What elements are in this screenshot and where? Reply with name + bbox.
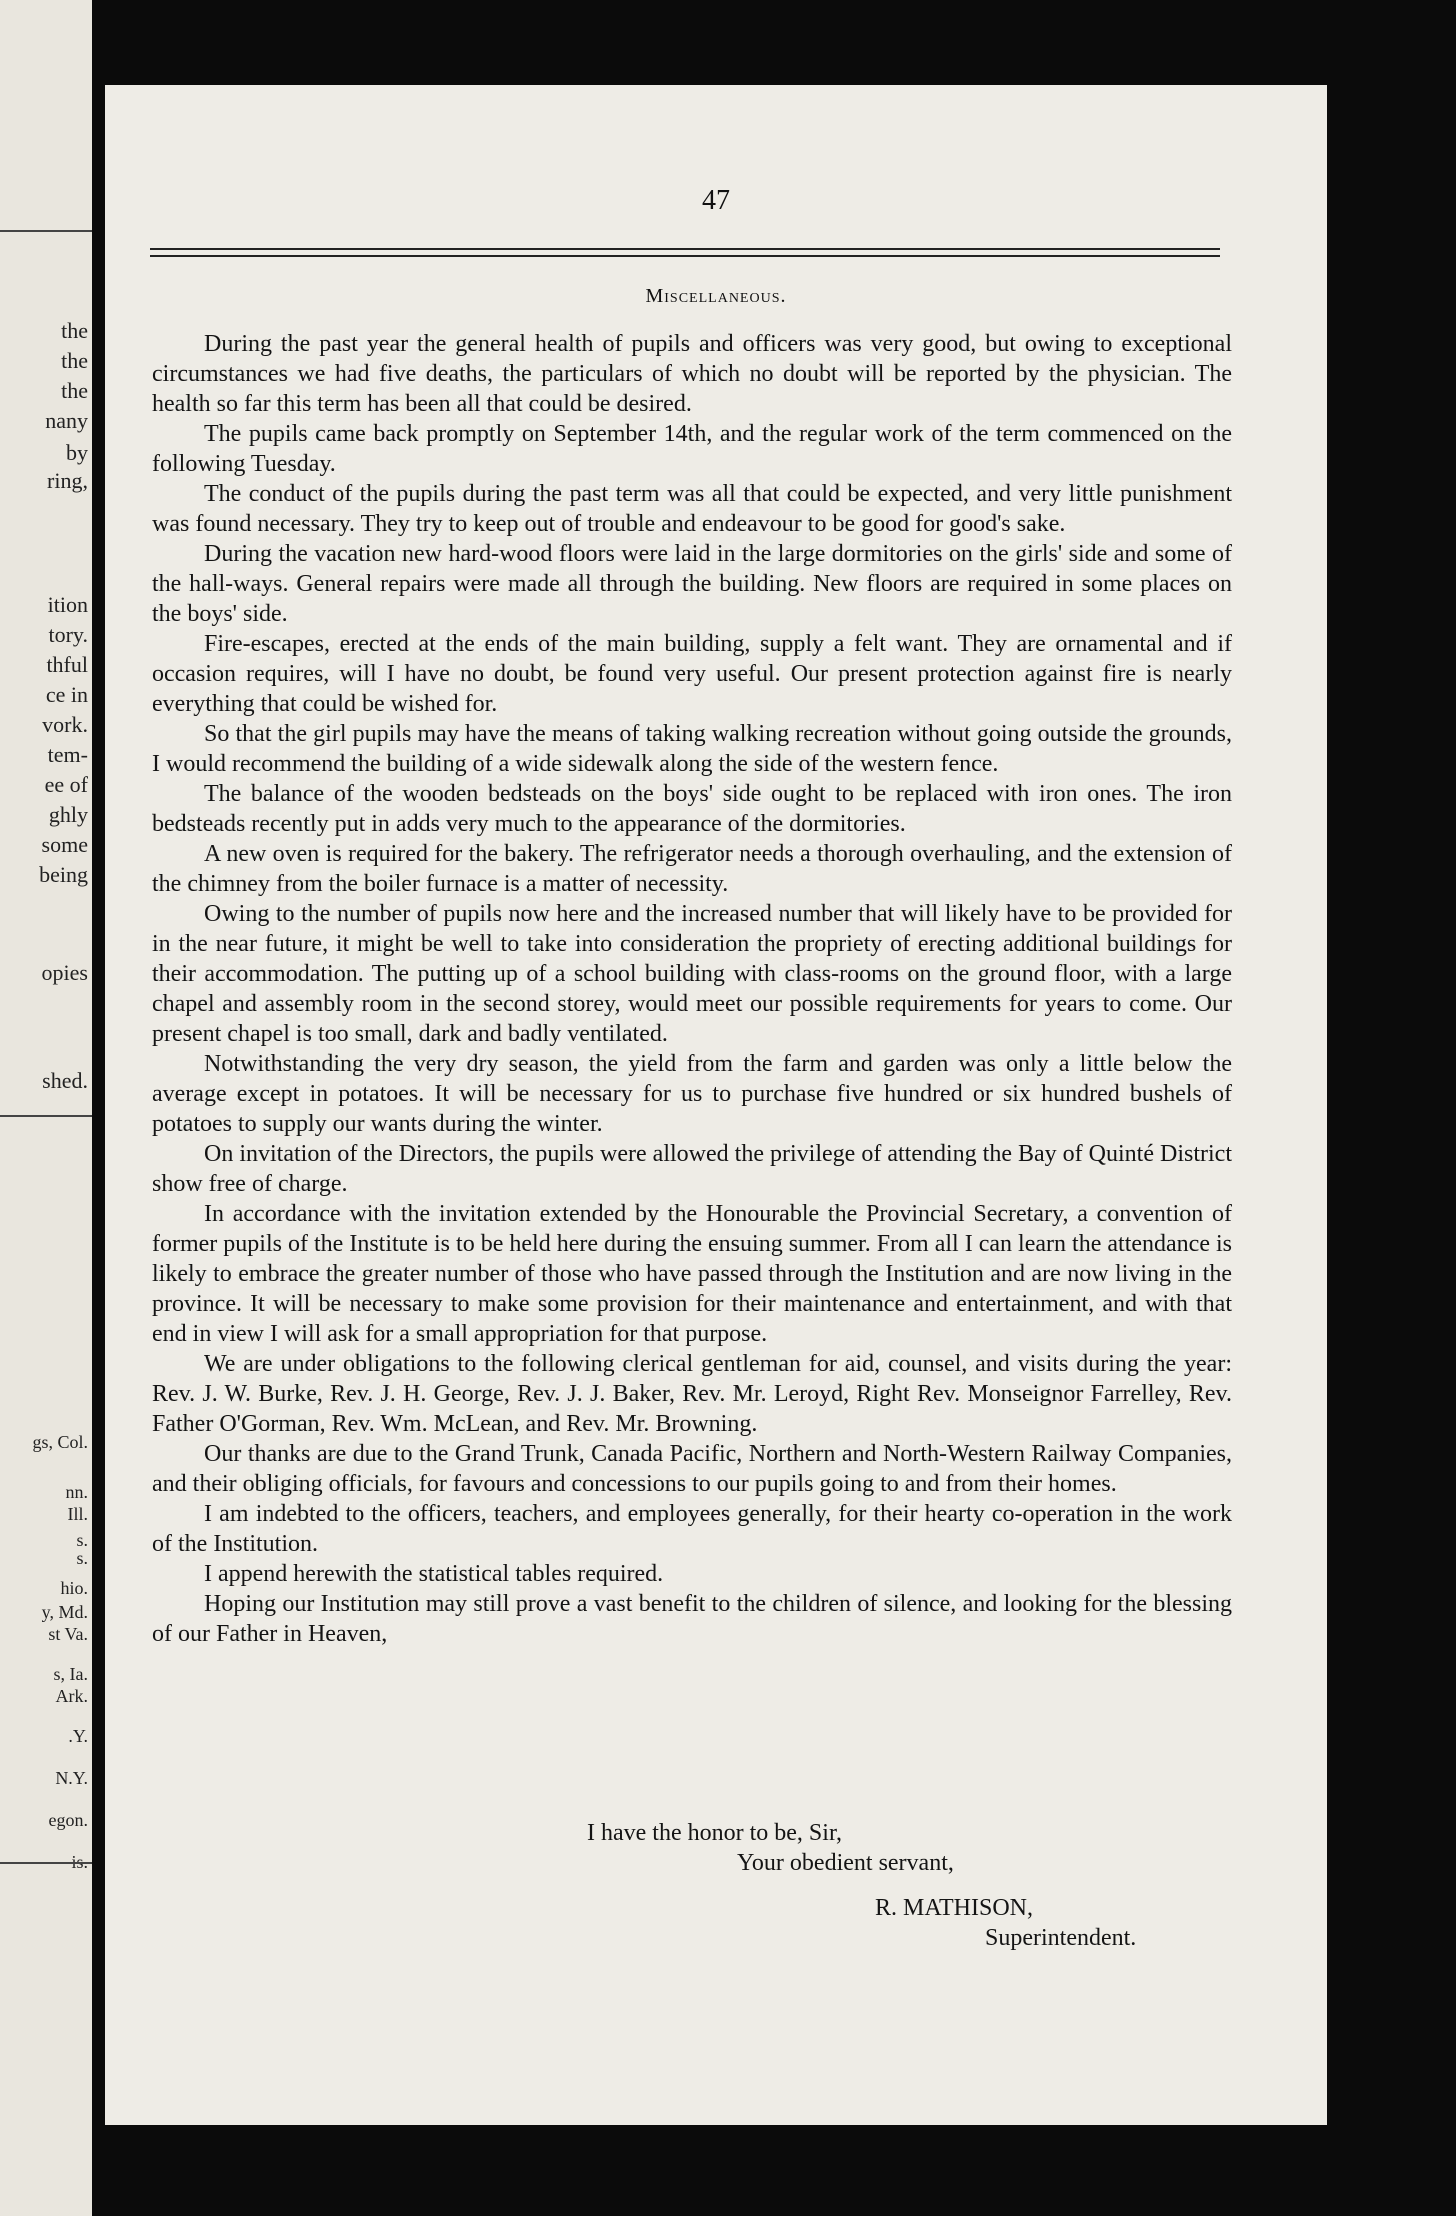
paragraph: I append herewith the statistical tables required. bbox=[204, 1561, 664, 1587]
fragment-text: the bbox=[61, 348, 88, 373]
fragment-text: vork. bbox=[42, 712, 88, 737]
closing-salutation: I have the honor to be, Sir, bbox=[587, 1820, 842, 1846]
fragment-text: s. bbox=[76, 1548, 88, 1568]
fragment-text: ee of bbox=[44, 772, 88, 797]
fragment-text: N.Y. bbox=[55, 1768, 88, 1788]
fragment-text: thful bbox=[46, 652, 88, 677]
fragment-text: st Va. bbox=[48, 1624, 88, 1644]
complimentary-close: Your obedient servant, bbox=[737, 1850, 954, 1876]
fragment-text: some bbox=[41, 832, 88, 857]
fragment-text: the bbox=[61, 378, 88, 403]
paragraph: In accordance with the invitation extended by the Honourable the Provincial Secretary, a convention of former pupils of the Institute is to be held here during the ensuing summer. From all I can learn the attendance is likely to embrace the greater number of those who have passed through the Institution and are now living in the province. It will be necessary to make some provision for their maintenance and entertainment, and with that end in view I will ask for a small appropriation for that purpose. bbox=[152, 1201, 1232, 1347]
fragment-text: hio. bbox=[60, 1578, 88, 1598]
paragraph: During the vacation new hard-wood floors were laid in the large dormitories on the girls' side and some of the hall-ways. General repairs were made all through the building. New floors are required in some places on the boys' side. bbox=[152, 541, 1232, 627]
fragment-text: s, Ia. bbox=[53, 1664, 88, 1684]
paragraph: Our thanks are due to the Grand Trunk, Canada Pacific, Northern and North-Western Railway Companies, and their obliging officials, for favours and concessions to our pupils going to and from their homes. bbox=[152, 1441, 1232, 1497]
paragraph: Notwithstanding the very dry season, the yield from the farm and garden was only a little below the average except in potatoes. It will be necessary for us to purchase five hundred or six hundred bushels of potatoes to supply our wants during the winter. bbox=[152, 1051, 1232, 1137]
paragraph: The pupils came back promptly on September 14th, and the regular work of the term commenced on the following Tuesday. bbox=[152, 421, 1232, 477]
fragment-text: opies bbox=[41, 960, 88, 985]
signature-title: Superintendent. bbox=[985, 1925, 1137, 1951]
signature-name: R. MATHISON, bbox=[875, 1895, 1034, 1921]
fragment-text: tem- bbox=[47, 742, 88, 767]
previous-page-fragment bbox=[0, 0, 92, 2216]
fragment-text: ce in bbox=[45, 682, 88, 707]
fragment-text: by bbox=[66, 440, 88, 465]
header-rule bbox=[150, 248, 1220, 250]
fragment-text: gs, Col. bbox=[32, 1432, 88, 1452]
paragraph: Fire-escapes, erected at the ends of the main building, supply a felt want. They are ornamental and if occasion requires, will I have no doubt, be found very useful. Our present protection against fire is nearly everything that could be wished for. bbox=[152, 631, 1232, 717]
paragraph: During the past year the general health of pupils and officers was very good, but owing to exceptional circumstances we had five deaths, the particulars of which no doubt will be reported by the physician. The health so far this term has been all that could be desired. bbox=[152, 331, 1232, 417]
fragment-text: shed. bbox=[42, 1068, 88, 1093]
document-page bbox=[105, 85, 1327, 2125]
fragment-text: .Y. bbox=[68, 1726, 88, 1746]
section-title: Miscellaneous. bbox=[645, 285, 787, 307]
fragment-text: Ill. bbox=[67, 1504, 88, 1524]
paragraph: Hoping our Institution may still prove a vast benefit to the children of silence, and looking for the blessing of our Father in Heaven, bbox=[152, 1591, 1232, 1647]
fragment-text: ition bbox=[47, 592, 88, 617]
report-body bbox=[152, 329, 1232, 1649]
paragraph: A new oven is required for the bakery. The refrigerator needs a thorough overhauling, and the extension of the chimney from the boiler furnace is a matter of necessity. bbox=[152, 841, 1232, 897]
fragment-text: y, Md. bbox=[41, 1602, 88, 1622]
page-number: 47 bbox=[702, 185, 730, 216]
fragment-text: is. bbox=[71, 1852, 88, 1872]
fragment-text: the bbox=[61, 318, 88, 343]
scan-border bbox=[1327, 0, 1456, 2216]
paragraph: We are under obligations to the following clerical gentleman for aid, counsel, and visits during the year: Rev. J. W. Burke, Rev. J. H. George, Rev. J. J. Baker, Rev. Mr. Leroyd, Right Rev. Monseignor Farrelley, Rev. Father O'Gorman, Rev. Wm. McLean, and Rev. Mr. Browning. bbox=[152, 1351, 1232, 1437]
fragment-text: ring, bbox=[47, 468, 88, 493]
fragment-text: nany bbox=[45, 408, 88, 433]
fragment-text: nn. bbox=[65, 1482, 88, 1502]
header-rule-2 bbox=[150, 255, 1220, 257]
fragment-text: being bbox=[39, 862, 88, 887]
paragraph: The conduct of the pupils during the past term was all that could be expected, and very little punishment was found necessary. They try to keep out of trouble and endeavour to be good for good's sake. bbox=[152, 481, 1232, 537]
fragment-text: egon. bbox=[48, 1810, 88, 1830]
fragment-text: tory. bbox=[48, 622, 88, 647]
fragment-text: Ark. bbox=[55, 1686, 88, 1706]
paragraph: The balance of the wooden bedsteads on the boys' side ought to be replaced with iron ones. The iron bedsteads recently put in adds very much to the appearance of the dormitories. bbox=[152, 781, 1232, 837]
fragment-text: s. bbox=[76, 1530, 88, 1550]
paragraph: On invitation of the Directors, the pupils were allowed the privilege of attending the Bay of Quinté District show free of charge. bbox=[152, 1141, 1232, 1197]
paragraph: Owing to the number of pupils now here and the increased number that will likely have to be provided for in the near future, it might be well to take into consideration the propriety of erecting additional buildings for their accommodation. The putting up of a school building with class-rooms on the ground floor, with a large chapel and assembly room in the second storey, would meet our possible requirements for years to come. Our present chapel is too small, dark and badly ventilated. bbox=[152, 901, 1232, 1047]
paragraph: I am indebted to the officers, teachers, and employees generally, for their hearty co-operation in the work of the Institution. bbox=[152, 1501, 1232, 1557]
fragment-text: ghly bbox=[48, 802, 88, 827]
paragraph: So that the girl pupils may have the means of taking walking recreation without going outside the grounds, I would recommend the building of a wide sidewalk along the side of the western fence. bbox=[152, 721, 1232, 777]
